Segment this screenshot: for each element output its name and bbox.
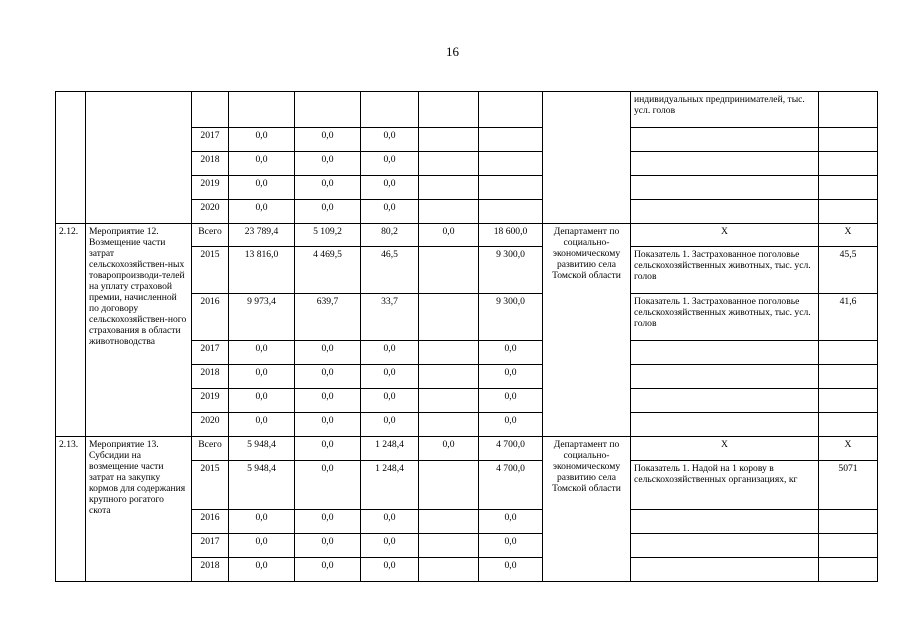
dept-cell: Департамент по социально-экономическому развитию села Томской области xyxy=(543,437,631,582)
indicator-cell xyxy=(631,341,819,365)
local-cell xyxy=(419,128,479,152)
extra-cell: 0,0 xyxy=(479,389,543,413)
indicator-cell: Показатель 1. Надой на 1 корову в сельскохозяйственных организациях, кг xyxy=(631,461,819,510)
total-cell: 0,0 xyxy=(229,389,295,413)
indicator-cell xyxy=(631,510,819,534)
indicator-cell xyxy=(631,389,819,413)
regional-cell: 0,0 xyxy=(361,558,419,582)
year-cell: 2018 xyxy=(192,558,229,582)
indicator-cell xyxy=(631,128,819,152)
total-cell: 5 948,4 xyxy=(229,461,295,510)
year-cell: 2020 xyxy=(192,200,229,224)
year-cell: 2017 xyxy=(192,341,229,365)
year-cell: 2018 xyxy=(192,152,229,176)
indicator-cell xyxy=(631,365,819,389)
indicator-cell xyxy=(631,152,819,176)
total-cell: 0,0 xyxy=(229,365,295,389)
num-cell xyxy=(56,92,86,224)
indicator-cell: индивидуальных предпринимателей, тыс. усл. голов xyxy=(631,92,819,128)
indicator-cell xyxy=(631,176,819,200)
total-cell: 5 948,4 xyxy=(229,437,295,461)
federal-cell xyxy=(295,92,361,128)
local-cell xyxy=(419,247,479,294)
extra-cell: 0,0 xyxy=(479,413,543,437)
extra-cell: 0,0 xyxy=(479,365,543,389)
year-cell: 2019 xyxy=(192,389,229,413)
federal-cell: 639,7 xyxy=(295,294,361,341)
year-cell: 2017 xyxy=(192,128,229,152)
federal-cell: 0,0 xyxy=(295,200,361,224)
regional-cell: 0,0 xyxy=(361,534,419,558)
total-cell: 0,0 xyxy=(229,152,295,176)
num-cell: 2.13. xyxy=(56,437,86,582)
year-cell: 2017 xyxy=(192,534,229,558)
total-cell: 0,0 xyxy=(229,413,295,437)
local-cell xyxy=(419,92,479,128)
federal-cell: 0,0 xyxy=(295,413,361,437)
value-cell xyxy=(819,413,878,437)
value-cell xyxy=(819,365,878,389)
year-cell: 2020 xyxy=(192,413,229,437)
year-cell: 2019 xyxy=(192,176,229,200)
federal-cell: 0,0 xyxy=(295,152,361,176)
regional-cell: 0,0 xyxy=(361,365,419,389)
local-cell xyxy=(419,365,479,389)
regional-cell: 80,2 xyxy=(361,224,419,247)
federal-cell: 5 109,2 xyxy=(295,224,361,247)
value-cell: 41,6 xyxy=(819,294,878,341)
extra-cell xyxy=(479,128,543,152)
indicator-cell: Х xyxy=(631,437,819,461)
indicator-cell: Х xyxy=(631,224,819,247)
federal-cell: 0,0 xyxy=(295,510,361,534)
total-cell: 0,0 xyxy=(229,558,295,582)
extra-cell xyxy=(479,176,543,200)
value-cell xyxy=(819,152,878,176)
regional-cell: 0,0 xyxy=(361,200,419,224)
table-row xyxy=(56,437,878,461)
federal-cell: 0,0 xyxy=(295,389,361,413)
name-cell: Мероприятие 13. Субсидии на возмещение части затрат на закупку кормов для содержания крупного рогатого скота xyxy=(86,437,192,582)
regional-cell: 1 248,4 xyxy=(361,437,419,461)
local-cell xyxy=(419,534,479,558)
extra-cell: 18 600,0 xyxy=(479,224,543,247)
name-cell xyxy=(86,92,192,224)
regional-cell: 0,0 xyxy=(361,341,419,365)
total-cell: 0,0 xyxy=(229,200,295,224)
extra-cell: 0,0 xyxy=(479,558,543,582)
regional-cell: 1 248,4 xyxy=(361,461,419,510)
federal-cell: 0,0 xyxy=(295,461,361,510)
federal-cell: 0,0 xyxy=(295,534,361,558)
year-cell: 2018 xyxy=(192,365,229,389)
regional-cell: 0,0 xyxy=(361,413,419,437)
extra-cell: 0,0 xyxy=(479,341,543,365)
program-table xyxy=(55,91,878,582)
federal-cell: 0,0 xyxy=(295,365,361,389)
extra-cell: 0,0 xyxy=(479,510,543,534)
extra-cell xyxy=(479,92,543,128)
total-cell: 0,0 xyxy=(229,510,295,534)
total-cell: 0,0 xyxy=(229,176,295,200)
local-cell xyxy=(419,341,479,365)
total-cell: 9 973,4 xyxy=(229,294,295,341)
regional-cell xyxy=(361,92,419,128)
federal-cell: 4 469,5 xyxy=(295,247,361,294)
local-cell xyxy=(419,558,479,582)
page-number: 16 xyxy=(446,44,459,59)
year-cell: 2016 xyxy=(192,510,229,534)
regional-cell: 33,7 xyxy=(361,294,419,341)
value-cell xyxy=(819,92,878,128)
indicator-cell xyxy=(631,534,819,558)
value-cell xyxy=(819,341,878,365)
value-cell: 45,5 xyxy=(819,247,878,294)
table-row xyxy=(56,224,878,247)
year-cell: 2015 xyxy=(192,461,229,510)
value-cell: 5071 xyxy=(819,461,878,510)
extra-cell xyxy=(479,200,543,224)
federal-cell: 0,0 xyxy=(295,437,361,461)
value-cell xyxy=(819,534,878,558)
federal-cell: 0,0 xyxy=(295,176,361,200)
indicator-cell xyxy=(631,413,819,437)
local-cell xyxy=(419,413,479,437)
total-cell: 0,0 xyxy=(229,534,295,558)
table-row xyxy=(56,92,878,128)
regional-cell: 0,0 xyxy=(361,176,419,200)
extra-cell xyxy=(479,152,543,176)
local-cell xyxy=(419,176,479,200)
extra-cell: 0,0 xyxy=(479,534,543,558)
value-cell xyxy=(819,176,878,200)
regional-cell: 0,0 xyxy=(361,389,419,413)
value-cell xyxy=(819,558,878,582)
total-cell: 0,0 xyxy=(229,341,295,365)
total-cell xyxy=(229,92,295,128)
value-cell: Х xyxy=(819,437,878,461)
regional-cell: 0,0 xyxy=(361,128,419,152)
year-cell xyxy=(192,92,229,128)
value-cell: Х xyxy=(819,224,878,247)
dept-cell xyxy=(543,92,631,224)
local-cell xyxy=(419,461,479,510)
year-cell: Всего xyxy=(192,437,229,461)
total-cell: 13 816,0 xyxy=(229,247,295,294)
extra-cell: 4 700,0 xyxy=(479,437,543,461)
regional-cell: 0,0 xyxy=(361,510,419,534)
year-cell: 2016 xyxy=(192,294,229,341)
value-cell xyxy=(819,200,878,224)
value-cell xyxy=(819,510,878,534)
extra-cell: 4 700,0 xyxy=(479,461,543,510)
regional-cell: 0,0 xyxy=(361,152,419,176)
local-cell xyxy=(419,200,479,224)
local-cell: 0,0 xyxy=(419,437,479,461)
extra-cell: 9 300,0 xyxy=(479,247,543,294)
federal-cell: 0,0 xyxy=(295,558,361,582)
local-cell xyxy=(419,510,479,534)
dept-cell: Департамент по социально-экономическому развитию села Томской области xyxy=(543,224,631,437)
indicator-cell xyxy=(631,200,819,224)
value-cell xyxy=(819,128,878,152)
total-cell: 0,0 xyxy=(229,128,295,152)
local-cell: 0,0 xyxy=(419,224,479,247)
name-cell: Мероприятие 12. Возмещение части затрат сельскохозяйствен-ных товаропроизводи-телей на уплату страховой премии, начисленной по договору сельскохозяйствен-ного страхования в области животноводства xyxy=(86,224,192,437)
local-cell xyxy=(419,389,479,413)
extra-cell: 9 300,0 xyxy=(479,294,543,341)
num-cell: 2.12. xyxy=(56,224,86,437)
total-cell: 23 789,4 xyxy=(229,224,295,247)
federal-cell: 0,0 xyxy=(295,341,361,365)
year-cell: 2015 xyxy=(192,247,229,294)
federal-cell: 0,0 xyxy=(295,128,361,152)
indicator-cell: Показатель 1. Застрахованное поголовье сельскохозяйственных животных, тыс. усл. голов xyxy=(631,247,819,294)
local-cell xyxy=(419,152,479,176)
regional-cell: 46,5 xyxy=(361,247,419,294)
indicator-cell xyxy=(631,558,819,582)
local-cell xyxy=(419,294,479,341)
year-cell: Всего xyxy=(192,224,229,247)
value-cell xyxy=(819,389,878,413)
indicator-cell: Показатель 1. Застрахованное поголовье сельскохозяйственных животных, тыс. усл. голов xyxy=(631,294,819,341)
